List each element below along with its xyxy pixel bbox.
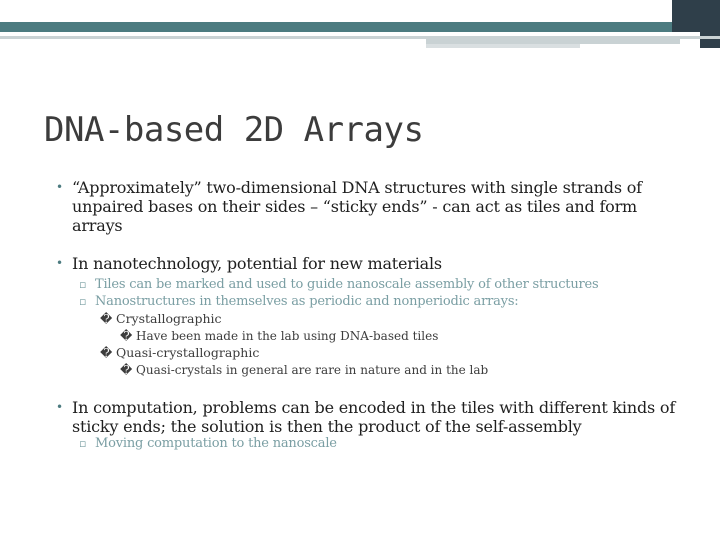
sub-bullet-marker: ▫	[79, 278, 87, 291]
sub-bullet-item	[79, 277, 695, 293]
header-accent-strip-short	[426, 44, 580, 48]
level3-bullet-text: Quasi-crystallographic	[116, 345, 260, 360]
level4-bullet-text: Quasi-crystals in general are rare in nature and in the lab	[136, 363, 489, 377]
bullet-item	[56, 178, 692, 235]
bullet-marker: •	[56, 256, 63, 270]
header-corner-tab	[700, 0, 720, 48]
sub-bullet-item	[79, 436, 695, 452]
level3-bullet-item	[100, 345, 676, 361]
sub-bullet-item	[79, 294, 695, 310]
level4-bullet-text: Have been made in the lab using DNA-based tiles	[136, 329, 439, 343]
level3-bullet-marker: �	[100, 312, 113, 326]
level3-bullet-text: Crystallographic	[116, 311, 222, 326]
bullet-marker: •	[56, 180, 63, 194]
sub-bullet-marker: ▫	[79, 437, 87, 450]
level4-bullet-marker: �	[120, 363, 133, 377]
bullet-marker: •	[56, 400, 63, 414]
header-accent-bar	[0, 22, 720, 32]
level4-bullet-marker: �	[120, 329, 133, 343]
sub-bullet-marker: ▫	[79, 295, 87, 308]
bullet-text: “Approximately” two-dimensional DNA structures with single strands of unpaired bases on their sides – “sticky ends” - can act as tiles and form arrays	[72, 178, 642, 235]
bullet-text: In nanotechnology, potential for new materials	[72, 254, 442, 273]
bullet-item	[56, 254, 692, 273]
sub-bullet-text: Moving computation to the nanoscale	[95, 436, 337, 451]
sub-bullet-text: Tiles can be marked and used to guide nanoscale assembly of other structures	[95, 277, 599, 292]
level4-bullet-item	[120, 362, 676, 378]
header-accent-strip	[426, 36, 680, 44]
sub-bullet-text: Nanostructures in themselves as periodic and nonperiodic arrays:	[95, 294, 519, 309]
slide-title: DNA-based 2D Arrays	[44, 110, 424, 150]
level3-bullet-item	[100, 311, 676, 327]
level3-bullet-marker: �	[100, 346, 113, 360]
bullet-item	[56, 398, 697, 436]
level4-bullet-item	[120, 328, 676, 344]
bullet-text: In computation, problems can be encoded in the tiles with different kinds of sticky ends; the solution is then the product of the self-assembly	[72, 398, 676, 436]
